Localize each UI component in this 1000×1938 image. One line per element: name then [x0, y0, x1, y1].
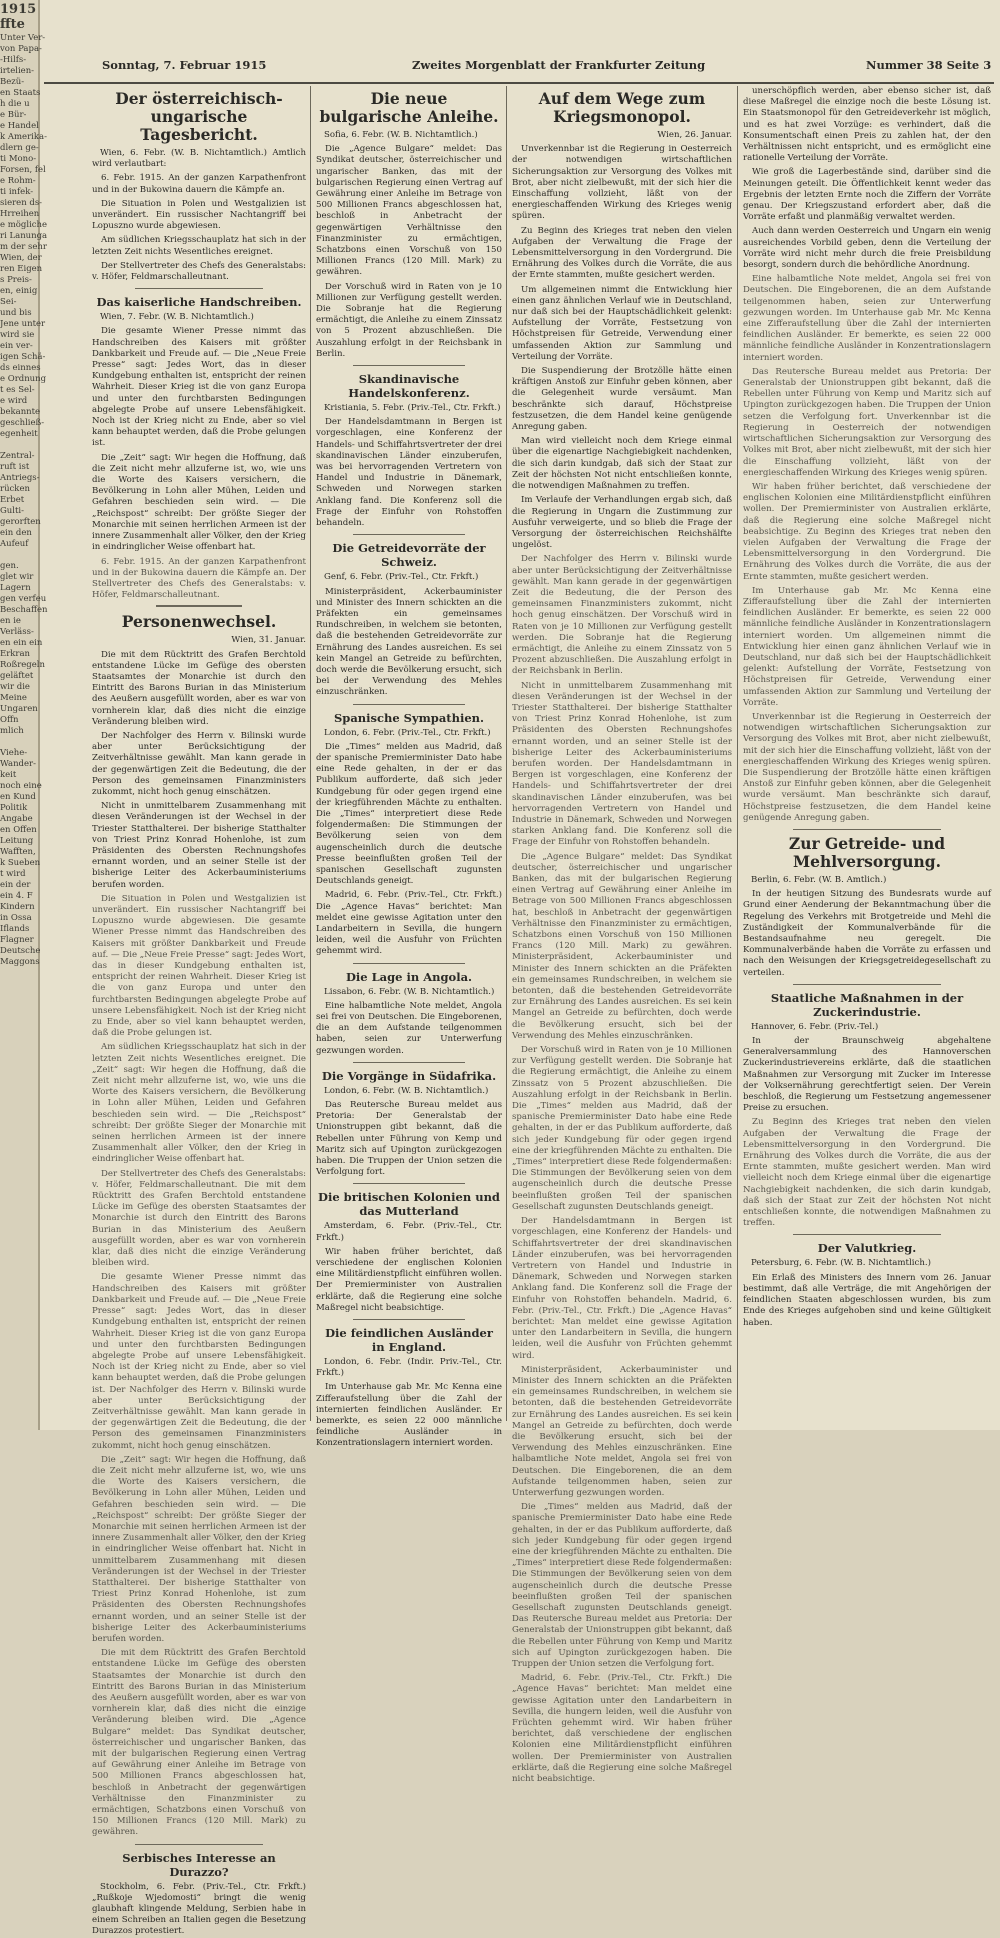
separator	[353, 1062, 465, 1063]
text-block: Nicht in unmittelbarem Zusammenhang mit diesen Veränderungen ist der Wechsel in der Triester Statthalterei. Der bisherige Statthalter von Triest Prinz Konrad Hohenlohe, ist zum Präsidenten des Obersten Rechnungshofes ernannt worden, und an seiner Stelle ist der bisherige Leiter des Ackerbauministeriums berufen worden. Der Handelsdamtmann in Bergen ist vorgeschlagen, eine Konferenz der Handels- und Schiffahrtsvertreter der drei skandinavischen Länder einzuberufen, was bei hervorragenden Vertretern von Handel und Industrie in Dänemark, Schweden und Norwegen starken Anklang fand. Die Konferenz soll die Frage der Einfuhr von Rohstoffen behandeln.	[512, 680, 732, 848]
article-title: Personenwechsel.	[121, 612, 277, 632]
paragraph: Der Vorschuß wird in Raten von je 10 Millionen zur Verfügung gestellt werden. Die Sobranje hat die Regierung ermächtigt, die Anleihe zu einem Zinssatz von 5 Prozent abzuschließen. Die Auszahlung erfolgt in der Reichsbank in Berlin.	[316, 281, 502, 359]
gutter-line: Hrreihen	[0, 209, 40, 219]
gutter-line: Deutsche	[0, 946, 41, 956]
article-body	[316, 417, 502, 529]
gutter-line: Forsen, fel	[0, 165, 46, 175]
separator	[135, 1844, 263, 1845]
gutter-line: Jene unter	[0, 319, 46, 329]
gutter-lines	[0, 33, 48, 968]
gutter-line: s Preis-	[0, 275, 32, 285]
article-dateline: Amsterdam, 6. Febr. (Priv.-Tel., Ctr. Frkft.)	[316, 1221, 502, 1243]
paragraph: Wir haben früher berichtet, daß verschiedene der englischen Kolonien eine Militärdienstpflicht einführen wollen. Der Premierminister von Australien erklärte, daß die Regierung eine solche Maßregel nicht beabsichtige.	[316, 1246, 502, 1313]
gutter-line: rücken	[0, 484, 30, 494]
text-block: Zu Beginn des Krieges trat neben den vielen Aufgaben der Verwaltung die Frage der Lebensmittelversorgung in den Vordergrund. Die Ernährung des Volkes durch die Vorräte, die aus der Ernte stammten, mußte gesichert werden. Man wird vielleicht noch dem Kriege einmal über die eigenartige Nachgiebigkeit nachdenken, die sich darin kundgab, daß sich der Staat zur Zeit der höchsten Not nicht entschließen konnte, die notwendigen Maßnahmen zu treffen.	[743, 1117, 991, 1229]
gutter-line: in Ossa	[0, 913, 32, 923]
column-2	[316, 86, 502, 1449]
gutter-line: en Staats	[0, 88, 41, 98]
gutter-line: dlern ge-	[0, 143, 39, 153]
gutter-line: e wird	[0, 396, 28, 406]
paragraph: Auch dann werden Oesterreich und Ungarn ein wenig ausreichendes Vorbild geben, denn die Verteilung der Vorräte wird nicht mehr durch die freie Preisbildung besorgt, sondern durch die behördliche Anordnung.	[743, 226, 991, 271]
gutter-line: bekannte	[0, 407, 41, 417]
article-dateline: Sofia, 6. Febr. (W. B. Nichtamtlich.)	[324, 130, 478, 140]
text-block: Die mit dem Rücktritt des Grafen Berchtold entstandene Lücke im Gefüge des obersten Staatsamtes der Monarchie ist durch den Eintritt des Barons Burian in das Ministerium des Aeußern ausgefüllt worden, aber es war von vornherein klar, daß dies nicht die einzige Veränderung bleiben wird. Die „Agence Bulgare“ meldet: Das Syndikat deutscher, österreichischer und ungarischer Banken, das mit der bulgarischen Regierung einen Vertrag auf Gewährung einer Anleihe im Betrage von 500 Millionen Francs abgeschlossen hat, beschloß in Anbetracht der gegenwärtigen Verhältnisse den Finanzminister zu ermächtigen, Schatzbons einen Vorschuß von 150 Millionen Francs (120 Mill. Mark) zu gewähren.	[92, 1648, 306, 1838]
paragraph: Zu Beginn des Krieges trat neben den vielen Aufgaben der Verwaltung die Frage der Lebensmittelversorgung in den Vordergrund. Die Ernährung des Volkes durch die Vorräte, die aus der Ernte stammten, mußte gesichert werden.	[512, 225, 732, 281]
paragraph: 6. Febr. 1915. An der ganzen Karpathenfront und in der Bukowina dauern die Kämpfe an.	[92, 173, 306, 195]
paragraph: Im Unterhause gab Mr. Mc Kenna eine Zifferaufstellung über die Zahl der internierten feindlichen Ausländer. Er bemerkte, es seien 22 000 männliche feindliche Ausländer in Konzentrationslagern interniert worden.	[316, 1382, 502, 1449]
gutter-line: und bis	[0, 308, 32, 318]
paragraph: In der Braunschweig abgehaltene Generalversammlung des Hannoverschen Zuckerindustrievereins erklärte, daß die staatlichen Maßnahmen zur Versorgung mit Zucker im Interesse der Volksernährung gerechtfertigt seien. Der Verein beschloß, die Regierung um Festsetzung angemessener Preise zu ersuchen.	[743, 1036, 991, 1114]
gutter-line: wir die	[0, 682, 30, 692]
paragraph: Eine halbamtliche Note meldet, Angola sei frei von Deutschen. Die Eingeborenen, die an dem Aufstande teilgenommen haben, seien zur Unterwerfung gezwungen worden.	[316, 1000, 502, 1056]
gutter-line: ein der	[0, 880, 31, 890]
gutter-line: Wander-	[0, 759, 36, 769]
article-dateline: Hannover, 6. Febr. (Priv.-Tel.)	[751, 1021, 879, 1032]
gutter-line	[0, 737, 38, 748]
paragraph: Die Situation in Polen und Westgalizien ist unverändert. Ein russischer Nachtangriff bei Lopuszno wurde abgewiesen.	[92, 198, 306, 232]
gutter-line: Bezü-	[0, 77, 25, 87]
gutter-line: igen Schä-	[0, 352, 46, 362]
gutter-line: k Amerika-	[0, 132, 47, 142]
paragraph: Die „Times“ melden aus Madrid, daß der spanische Premierminister Dato habe eine Rede gehalten, in der er das Publikum aufforderte, daß sich jeder Kundgebung für oder gegen irgend eine der kriegführenden Mächte zu enthalten. Die „Times“ interpretiert diese Rede folgendermaßen: Die Stimmungen der Bevölkerung seien von dem augenscheinlich durch die deutsche Presse beeinflußten großen Teil der spanischen Gesellschaft zugunsten Deutschlands geneigt.	[316, 741, 502, 887]
paragraph: unerschöpflich werden, aber ebenso sicher ist, daß diese Maßregel die einzige noch die beste Lösung ist. Ein Staatsmonopol für den Getreideverkehr ist möglich, und es hat zwei Vorzüge: es verhindert, daß die Konsumentschaft einen Preis zu zahlen hat, der den Verhältnissen nicht entspricht, und es ermöglicht eine rationelle Verteilung der Vorräte.	[743, 86, 991, 164]
article-subtitle: Der Valutkrieg.	[817, 1241, 917, 1256]
header-date: Sonntag, 7. Februar 1915	[102, 58, 267, 72]
gutter-line: t wird	[0, 869, 26, 879]
gutter-line: ein den	[0, 528, 32, 538]
text-block: Wir haben früher berichtet, daß verschiedene der englischen Kolonien eine Militärdienstpflicht einführen wollen. Der Premierminister von Australien erklärte, daß die Regierung eine solche Maßregel nicht beabsichtige. Zu Beginn des Krieges trat neben den vielen Aufgaben der Verwaltung die Frage der Lebensmittelversorgung in den Vordergrund. Die Ernährung des Volkes durch die Vorräte, die aus der Ernte stammten, mußte gesichert werden.	[743, 481, 991, 582]
paragraph: In der heutigen Sitzung des Bundesrats wurde auf Grund einer Aenderung der Bekanntmachung über die Regelung des Verkehrs mit Brotgetreide und Mehl die Zuständigkeit der Kommunalverbände für die Bestandsaufnahme neu geregelt. Die Kommunalverbände haben die Vorräte zu erfassen und nach den Weisungen der Kriegsgetreidegesellschaft zu verteilen.	[743, 889, 991, 978]
header-rule	[44, 82, 994, 84]
text-block: Der Stellvertreter des Chefs des Generalstabs: v. Höfer, Feldmarschalleutnant. Die mit dem Rücktritt des Grafen Berchtold entstandene Lücke im Gefüge des obersten Staatsamtes der Monarchie ist durch den Eintritt des Barons Burian in das Ministerium des Aeußern ausgefüllt worden, aber es war von vornherein klar, daß dies nicht die einzige Veränderung bleiben wird.	[92, 1168, 306, 1269]
text-block: 6. Febr. 1915. An der ganzen Karpathenfront und in der Bukowina dauern die Kämpfe an. Der Stellvertreter des Chefs des Generalstabs: v. Höfer, Feldmarschalleutnant.	[92, 556, 306, 601]
gutter-line: Wien, der	[0, 253, 42, 263]
article-subtitle: Die Lage in Angola.	[345, 969, 473, 984]
article-title: Zur Getreide- und Mehlversorgung.	[788, 834, 946, 871]
gutter-line: ti infek-	[0, 187, 34, 197]
article-title: Der österreichisch-ungarische Tagesbericht.	[115, 89, 283, 144]
paragraph: Das Reutersche Bureau meldet aus Pretoria: Der Generalstab der Unionstruppen gibt bekannt, daß die Rebellen unter Führung von Kemp und Maritz sich auf Upington zurückgezogen haben. Die Truppen der Union setzen die Verfolgung fort.	[316, 1100, 502, 1178]
column-rule	[737, 86, 738, 1421]
gutter-line: e Rohm-	[0, 176, 36, 186]
paragraph: Nicht in unmittelbarem Zusammenhang mit diesen Veränderungen ist der Wechsel in der Triester Statthalterei. Der bisherige Statthalter von Triest Prinz Konrad Hohenlohe, ist zum Präsidenten des Obersten Rechnungshofes ernannt worden, und an seiner Stelle ist der bisherige Leiter des Ackerbauministeriums berufen worden.	[92, 801, 306, 890]
article-dateline: Kristiania, 5. Febr. (Priv.-Tel., Ctr. Frkft.)	[324, 403, 501, 414]
gutter-line: e Bür-	[0, 110, 27, 120]
gutter-line: egenheit	[0, 429, 38, 439]
gutter-line: h die u	[0, 99, 30, 109]
article-body	[316, 1247, 502, 1314]
separator	[353, 963, 465, 964]
gutter-line: Ungaren	[0, 704, 38, 714]
article-body	[512, 144, 732, 551]
article-dateline: Genf, 6. Febr. (Priv.-Tel., Ctr. Frkft.)	[324, 572, 479, 583]
gutter-line: Kindern	[0, 902, 35, 912]
article-subtitle: Serbisches Interesse an Durazzo?	[122, 1850, 276, 1879]
text-block: Madrid, 6. Febr. (Priv.-Tel., Ctr. Frkft.) Die „Agence Havas“ berichtet: Man meldet eine gewisse Agitation unter den Landarbeitern in Sevilla, die hungern leiden, weil die Ausfuhr von Früchten gehemmt wird. Wir haben früher berichtet, daß verschiedene der englischen Kolonien eine Militärdienstpflicht einführen wollen. Der Premierminister von Australien erklärte, daß die Regierung eine solche Maßregel nicht beabsichtige.	[512, 1673, 732, 1785]
gutter-line: en Kund	[0, 792, 36, 802]
separator	[353, 365, 465, 366]
paragraph: Der Handelsdamtmann in Bergen ist vorgeschlagen, eine Konferenz der Handels- und Schiffahrtsvertreter der drei skandinavischen Länder einzuberufen, was bei hervorragenden Vertretern von Handel und Industrie in Dänemark, Schweden und Norwegen starken Anklang fand. Die Konferenz soll die Frage der Einfuhr von Rohstoffen behandeln.	[316, 417, 502, 529]
paragraph: Die gesamte Wiener Presse nimmt das Handschreiben des Kaisers mit größter Dankbarkeit und Freude auf. — Die „Neue Freie Presse“ sagt: Jedes Wort, das in dieser Kundgebung enthalten ist, entspricht der reinen Wahrheit. Dieser Krieg ist die von ganz Europa und unter den furchtbarsten Bedingungen abgelegte Probe auf unsere Lebensfähigkeit. Noch ist der Krieg nicht zu Ende, aber so viel kann behauptet werden, daß die Probe gelungen ist.	[92, 326, 306, 449]
article-body	[316, 587, 502, 699]
gutter-line: k Sueben	[0, 858, 41, 868]
article-body	[316, 742, 502, 958]
paragraph: Die „Zeit“ sagt: Wir hegen die Hoffnung, daß die Zeit nicht mehr allzuferne ist, wo, wie uns die Worte des Kaisers versichern, die Bevölkerung in Lohn aller Mühen, Leiden und Gefahren beschieden sein wird. — Die „Reichspost“ schreibt: Der größte Sieger der Monarchie mit seinen herrlichen Armeen ist der innere Zusammenhalt aller Völker, den der Krieg in eindringlicher Weise offenbart hat.	[92, 452, 306, 553]
gutter-year: 1915	[0, 2, 37, 17]
paragraph: Die mit dem Rücktritt des Grafen Berchtold entstandene Lücke im Gefüge des obersten Staatsamtes der Monarchie ist durch den Eintritt des Barons Burian in das Ministerium des Aeußern ausgefüllt worden, aber es war von vornherein klar, daß dies nicht die einzige Veränderung bleiben wird.	[92, 649, 306, 727]
separator	[135, 288, 263, 289]
separator	[793, 984, 942, 985]
gutter-line: ein 4. F	[0, 891, 33, 901]
gutter-line: gen verfeu	[0, 594, 47, 604]
paragraph: Ministerpräsident, Ackerbauminister und Minister des Innern schickten an die Präfekten ein gemeinsames Rundschreiben, in welchem sie betonten, daß die bestehenden Getreidevorräte zur Ernährung des Landes ausreichen. Es sei kein Mangel an Getreide zu befürchten, doch werde die Bevölkerung ersucht, sich bei der Verwendung des Mehles einzuschränken.	[316, 586, 502, 698]
gutter-line: en, einig	[0, 286, 38, 296]
gutter-line: keit	[0, 770, 17, 780]
article-dateline: London, 6. Febr. (Indir. Priv.-Tel., Ctr. Frkft.)	[316, 1357, 502, 1379]
gutter-line: Meine	[0, 693, 27, 703]
paragraph: Madrid, 6. Febr. (Priv.-Tel., Ctr. Frkft.) Die „Agence Havas“ berichtet: Man meldet eine gewisse Agitation unter den Landarbeitern in Sevilla, die hungern leiden, weil die Ausfuhr von Früchten gehemmt wird.	[316, 890, 502, 957]
gutter-line: en ein ein	[0, 638, 43, 648]
article-subtitle: Skandinavische Handelskonferenz.	[348, 372, 470, 401]
text-block: Die Situation in Polen und Westgalizien ist unverändert. Ein russischer Nachtangriff bei Lopuszno wurde abgewiesen. Die gesamte Wiener Presse nimmt das Handschreiben des Kaisers mit größter Dankbarkeit und Freude auf. — Die „Neue Freie Presse“ sagt: Jedes Wort, das in dieser Kundgebung enthalten ist, entspricht der reinen Wahrheit. Dieser Krieg ist die von ganz Europa und unter den furchtbarsten Bedingungen abgelegte Probe auf unsere Lebensfähigkeit. Noch ist der Krieg nicht zu Ende, aber so viel kann behauptet werden, daß die Probe gelungen ist.	[92, 893, 307, 1039]
gutter-line: ti Mono-	[0, 154, 37, 164]
gutter-line: Roßregeln	[0, 660, 45, 670]
paragraph: Die „Agence Bulgare“ meldet: Das Syndikat deutscher, österreichischer und ungarischer Banken, das mit der bulgarischen Regierung einen Vertrag auf Gewährung einer Anleihe im Betrage von 500 Millionen Francs abgeschlossen hat, beschloß in Anbetracht der gegenwärtigen Verhältnisse den Finanzminister zu ermächtigen, Schatzbons einen Vorschuß von 150 Millionen Francs (120 Mill. Mark) zu gewähren.	[316, 144, 502, 278]
article-subtitle: Staatliche Maßnahmen in der Zuckerindustrie.	[770, 990, 964, 1019]
gutter-line: gen.	[0, 561, 19, 571]
article-subtitle: Die britischen Kolonien und das Mutterland	[318, 1190, 500, 1219]
gutter-line: m der sehr	[0, 242, 47, 252]
paragraph: Ein Erlaß des Ministers des Innern vom 26. Januar bestimmt, daß alle Verträge, die mit Angehörigen der feindlichen Staaten abgeschlossen wurden, bis zum Ende des Krieges aufgehoben sind und keine Gültigkeit haben.	[743, 1272, 991, 1328]
paragraph: Der Nachfolger des Herrn v. Bilinski wurde aber unter Berücksichtigung der Zeitverhältnisse gewählt. Man kann gerade in der gegenwärtigen Zeit die Bedeutung, die der Person des gemeinsamen Finanzministers zukommt, nicht hoch genug einschätzen.	[92, 730, 306, 797]
article-body	[316, 1382, 502, 1449]
text-block: Der Vorschuß wird in Raten von je 10 Millionen zur Verfügung gestellt werden. Die Sobranje hat die Regierung ermächtigt, die Anleihe zu einem Zinssatz von 5 Prozent abzuschließen. Die Auszahlung erfolgt in der Reichsbank in Berlin. Die „Times“ melden aus Madrid, daß der spanische Premierminister Dato habe eine Rede gehalten, in der er das Publikum aufforderte, daß sich jeder Kundgebung für oder gegen irgend eine der kriegführenden Mächte zu enthalten. Die „Times“ interpretiert diese Rede folgendermaßen: Die Stimmungen der Bevölkerung seien von dem augenscheinlich durch die deutsche Presse beeinflußten großen Teil der spanischen Gesellschaft zugunsten Deutschlands geneigt.	[512, 1045, 732, 1212]
gutter-line: Maggons	[0, 957, 40, 967]
article-dateline: Wien, 7. Febr. (W. B. Nichtamtlich.)	[100, 312, 254, 323]
article-dateline: Berlin, 6. Febr. (W. B. Amtlich.)	[751, 875, 887, 885]
gutter-line: noch eine	[0, 781, 42, 791]
article-dateline: London, 6. Febr. (Priv.-Tel., Ctr. Frkft.)	[324, 727, 491, 738]
gutter-line: Offn	[0, 715, 19, 725]
gutter-line: ren Eigen	[0, 264, 43, 274]
gutter-line: Unter Ver-	[0, 33, 46, 43]
separator	[353, 1183, 465, 1184]
paragraph: Um allgemeinen nimmt die Entwicklung hier einen ganz ähnlichen Verlauf wie in Deutschland, nur daß sich bei der Hauptschädlichkeit gelenkt: Aufstellung der Vorräte, Festsetzung von Höchstpreisen für Getreide, Verwendung einer umfassenden Aktion zur Sammlung und Verteilung der Vorräte.	[512, 284, 732, 362]
gutter-line: geschließ-	[0, 418, 45, 428]
article-subtitle: Die Vorgänge in Südafrika.	[321, 1068, 497, 1083]
gutter-line	[0, 550, 38, 561]
article-body	[743, 86, 991, 271]
gutter-line: Antriegs-	[0, 473, 40, 483]
text-block: Die gesamte Wiener Presse nimmt das Handschreiben des Kaisers mit größter Dankbarkeit und Freude auf. — Die „Neue Freie Presse“ sagt: Jedes Wort, das in dieser Kundgebung enthalten ist, entspricht der reinen Wahrheit. Dieser Krieg ist die von ganz Europa und unter den furchtbarsten Bedingungen abgelegte Probe auf unsere Lebensfähigkeit. Noch ist der Krieg nicht zu Ende, aber so viel kann behauptet werden, daß die Probe gelungen ist. Der Nachfolger des Herrn v. Bilinski wurde aber unter Berücksichtigung der Zeitverhältnisse gewählt. Man kann gerade in der gegenwärtigen Zeit die Bedeutung, die der Person des gemeinsamen Finanzministers zukommt, nicht hoch genug einschätzen.	[92, 1272, 306, 1451]
gutter-line: Erbet	[0, 495, 25, 505]
gutter-line: glet wir	[0, 572, 34, 582]
gutter-line: en Offen	[0, 825, 37, 835]
separator	[353, 1319, 465, 1320]
gutter-line: ds einnes	[0, 363, 41, 373]
article-subtitle: Das kaiserliche Handschreiben.	[96, 295, 302, 310]
paragraph: Unverkennbar ist die Regierung in Oesterreich der notwendigen wirtschaftlichen Sicherungsaktion zur Versorgung des Volkes mit Brot, aber nicht zielbewußt, mit der sich hier die Einschaffung vollzieht, läßt von der energieschaffenden Wirkung des Krieges wenig spüren.	[512, 144, 732, 222]
gutter-line: Gulti-	[0, 506, 24, 516]
gutter-line: Erkran	[0, 649, 31, 659]
gutter-line: Iflands	[0, 924, 30, 934]
gutter-line: Lagern	[0, 583, 31, 593]
paragraph: Der Stellvertreter des Chefs des Generalstabs: v. Höfer, Feldmarschalleutnant.	[92, 260, 306, 283]
gutter-line: -Hilfs-	[0, 55, 27, 65]
column-1	[92, 86, 307, 1937]
text-block: Im Unterhause gab Mr. Mc Kenna eine Zifferaufstellung über die Zahl der internierten feindlichen Ausländer. Er bemerkte, es seien 22 000 männliche feindliche Ausländer in Konzentrationslagern interniert worden. Um allgemeinen nimmt die Entwicklung hier einen ganz ähnlichen Verlauf wie in Deutschland, nur daß sich bei der Hauptschädlichkeit gelenkt: Aufstellung der Vorräte, Festsetzung von Höchstpreisen für Getreide, Verwendung einer umfassenden Aktion zur Sammlung und Verteilung der Vorräte.	[743, 585, 991, 708]
article-body	[92, 650, 306, 891]
paragraph: Im Verlaufe der Verhandlungen ergab sich, daß die Regierung in Ungarn die Zustimmung zur Ausfuhr verweigerte, und so blieb die Frage der Versorgung der österreichischen Reichshälfte ungelöst.	[512, 495, 732, 551]
article-dateline: Wien, 26. Januar.	[657, 130, 732, 140]
gutter-line: geläftet	[0, 671, 34, 681]
gutter-line: e mögliche	[0, 220, 48, 230]
article-body	[316, 1100, 502, 1178]
text-block: Der Nachfolger des Herrn v. Bilinski wurde aber unter Berücksichtigung der Zeitverhältnisse gewählt. Man kann gerade in der gegenwärtigen Zeit die Bedeutung, die der Person des gemeinsamen Finanzministers zukommt, nicht hoch genug einschätzen. Der Vorschuß wird in Raten von je 10 Millionen zur Verfügung gestellt werden. Die Sobranje hat die Regierung ermächtigt, die Anleihe zu einem Zinssatz von 5 Prozent abzuschließen. Die Auszahlung erfolgt in der Reichsbank in Berlin.	[512, 554, 732, 677]
article-body	[743, 1036, 991, 1114]
article-dateline: Wien, 31. Januar.	[231, 635, 306, 646]
separator	[156, 605, 242, 609]
paragraph: Wie groß die Lagerbestände sind, darüber sind die Meinungen geteilt. Die Öffentlichkeit kennt weder das Ergebnis der letzten Ernte noch die Ziffern der Vorräte genau. Der Kriegszustand erfordert aber, daß die Vorräte erfaßt und planmäßig verwaltet werden.	[743, 167, 991, 223]
page-header	[44, 52, 994, 78]
header-masthead: Zweites Morgenblatt der Frankfurter Zeitung	[412, 58, 706, 72]
gutter-line: irtelien-	[0, 66, 35, 76]
article-title: Die neue bulgarische Anleihe.	[319, 89, 499, 126]
gutter-line: Beschaffen	[0, 605, 48, 615]
article-dateline: Petersburg, 6. Febr. (W. B. Nichtamtlich.)	[751, 1258, 931, 1269]
gutter-line: ruft ist	[0, 462, 30, 472]
paragraph: Man wird vielleicht noch dem Kriege einmal über die eigenartige Nachgiebigkeit nachdenken, die sich darin kundgab, daß sich der Staat zur Zeit der höchsten Not nicht entschließen konnte, die notwendigen Maßnahmen zu treffen.	[512, 436, 732, 492]
article-body	[316, 144, 502, 360]
separator	[793, 829, 942, 830]
text-block: Unverkennbar ist die Regierung in Oesterreich der notwendigen wirtschaftlichen Sicherungsaktion zur Versorgung des Volkes mit Brot, aber nicht zielbewußt, mit der sich hier die Einschaffung vollzieht, läßt von der energieschaffenden Wirkung des Krieges wenig spüren. Die Suspendierung der Brotzölle hätte einen kräftigen Anstoß zur Einfuhr geben können, aber die Gelegenheit wurde versäumt. Man beschränkte sich darauf, Höchstpreise festzusetzen, die dem Handel keine genügende Anregung gaben.	[743, 711, 991, 823]
header-page-number: Nummer 38 Seite 3	[866, 58, 992, 72]
text-block: Die „Times“ melden aus Madrid, daß der spanische Premierminister Dato habe eine Rede gehalten, in der er das Publikum aufforderte, daß sich jeder Kundgebung für oder gegen irgend eine der kriegführenden Mächte zu enthalten. Die „Times“ interpretiert diese Rede folgendermaßen: Die Stimmungen der Bevölkerung seien von dem augenscheinlich durch die deutsche Presse beeinflußten großen Teil der spanischen Gesellschaft zugunsten Deutschlands geneigt. Das Reutersche Bureau meldet aus Pretoria: Der Generalstab der Unionstruppen gibt bekannt, daß die Rebellen unter Führung von Kemp und Maritz sich auf Upington zurückgezogen haben. Die Truppen der Union setzen die Verfolgung fort.	[512, 1502, 732, 1670]
gutter-line: Viehe-	[0, 748, 28, 758]
gutter-line: e Handel	[0, 121, 39, 131]
gutter-line: Sei-	[0, 297, 17, 307]
separator	[353, 704, 465, 705]
gutter-line: Flagner	[0, 935, 34, 945]
article-dateline: London, 6. Febr. (W. B. Nichtamtlich.)	[324, 1085, 489, 1096]
gutter-line: ri Lanunga	[0, 231, 48, 241]
article-subtitle: Die Getreidevorräte der Schweiz.	[332, 541, 486, 570]
column-3	[512, 86, 732, 1785]
gutter-line: ein ver-	[0, 341, 33, 351]
gutter-line: e Ordnung	[0, 374, 47, 384]
article-body	[743, 889, 991, 979]
gutter-line: Aufeuf	[0, 539, 29, 549]
text-block: Ministerpräsident, Ackerbauminister und Minister des Innern schickten an die Präfekten ein gemeinsames Rundschreiben, in welchem sie betonten, daß die bestehenden Getreidevorräte zur Ernährung des Landes ausreichen. Es sei kein Mangel an Getreide zu befürchten, doch werde die Bevölkerung ersucht, sich bei der Verwendung des Mehles einzuschränken. Eine halbamtliche Note meldet, Angola sei frei von Deutschen. Die Eingeborenen, die an dem Aufstande teilgenommen haben, seien zur Unterwerfung gezwungen worden.	[512, 1364, 732, 1498]
column-4	[743, 86, 991, 1421]
article-body	[743, 1273, 991, 1329]
text-block: Die „Zeit“ sagt: Wir hegen die Hoffnung, daß die Zeit nicht mehr allzuferne ist, wo, wie uns die Worte des Kaisers versichern, die Bevölkerung in Lohn aller Mühen, Leiden und Gefahren beschieden sein wird. — Die „Reichspost“ schreibt: Der größte Sieger der Monarchie mit seinen herrlichen Armeen ist der innere Zusammenhalt aller Völker, den der Krieg in eindringlicher Weise offenbart hat. Nicht in unmittelbarem Zusammenhang mit diesen Veränderungen ist der Wechsel in der Triester Statthalterei. Der bisherige Statthalter von Triest Prinz Konrad Hohenlohe, ist zum Präsidenten des Obersten Rechnungshofes ernannt worden, und an seiner Stelle ist der bisherige Leiter des Ackerbauministeriums berufen worden.	[92, 1454, 306, 1644]
gutter-line: Leitung	[0, 836, 34, 846]
gutter-line: von Papa-	[0, 44, 42, 54]
article-subtitle: Die feindlichen Ausländer in England.	[325, 1326, 493, 1355]
article-dateline: Stockholm, 6. Febr. (Priv.-Tel., Ctr. Frkft.) „Rußkoje Wjedomosti“ bringt die wenig glaubhaft klingende Meldung, Serbien habe in einem Schreiben an Italien gegen die Besetzung Durazzos protestiert.	[92, 1881, 306, 1937]
gutter-line: wird sie	[0, 330, 35, 340]
article-dateline: Lissabon, 6. Febr. (W. B. Nichtamtlich.)	[324, 986, 495, 997]
gutter-line: Wafften,	[0, 847, 36, 857]
gutter-line: t es Sel-	[0, 385, 35, 395]
text-block: Am südlichen Kriegsschauplatz hat sich in der letzten Zeit nichts Wesentliches ereignet. Die „Zeit“ sagt: Wir hegen die Hoffnung, daß die Zeit nicht mehr allzuferne ist, wo, wie uns die Worte des Kaisers versichern, die Bevölkerung in Lohn aller Mühen, Leiden und Gefahren beschieden sein wird. — Die „Reichspost“ schreibt: Der größte Sieger der Monarchie mit seinen herrlichen Armeen ist der innere Zusammenhalt aller Völker, den der Krieg in eindringlicher Weise offenbart hat.	[92, 1042, 306, 1165]
gutter-line: Angabe	[0, 814, 33, 824]
separator	[353, 534, 465, 535]
gutter-line: Verläss-	[0, 627, 34, 637]
article-subtitle: Spanische Sympathien.	[333, 710, 485, 725]
gutter-line: mlich	[0, 726, 24, 736]
gutter-line: Politik	[0, 803, 28, 813]
text-block: Eine halbamtliche Note meldet, Angola sei frei von Deutschen. Die Eingeborenen, die an dem Aufstande teilgenommen haben, seien zur Unterwerfung gezwungen worden. Im Unterhause gab Mr. Mc Kenna eine Zifferaufstellung über die Zahl der internierten feindlichen Ausländer. Er bemerkte, es seien 22 000 männliche feindliche Ausländer in Konzentrationslagern interniert worden.	[743, 274, 991, 363]
gutter-line: gerorften	[0, 517, 41, 527]
separator	[793, 1234, 942, 1235]
gutter-line: en ie	[0, 616, 21, 626]
paragraph: Die Suspendierung der Brotzölle hätte einen kräftigen Anstoß zur Einfuhr geben können, aber die Gelegenheit wurde versäumt. Man beschränkte sich darauf, Höchstpreise festzusetzen, die dem Handel keine genügende Anregung gaben.	[512, 366, 732, 433]
article-body	[316, 1001, 502, 1057]
article-body	[92, 173, 306, 283]
article-title: Auf dem Wege zum Kriegsmonopol.	[538, 89, 706, 126]
column-rule	[310, 86, 311, 1421]
gutter-word: ffte	[0, 17, 25, 32]
text-block: Der Handelsdamtmann in Bergen ist vorgeschlagen, eine Konferenz der Handels- und Schiffahrtsvertreter der drei skandinavischen Länder einzuberufen, was bei hervorragenden Vertretern von Handel und Industrie in Dänemark, Schweden und Norwegen starken Anklang fand. Die Konferenz soll die Frage der Einfuhr von Rohstoffen behandeln. Madrid, 6. Febr. (Priv.-Tel., Ctr. Frkft.) Die „Agence Havas“ berichtet: Man meldet eine gewisse Agitation unter den Landarbeitern in Sevilla, die hungern leiden, weil die Ausfuhr von Früchten gehemmt wird.	[512, 1216, 732, 1361]
column-rule	[506, 86, 507, 1421]
gutter-line: sieren ds-	[0, 198, 43, 208]
adjacent-page-edge	[0, 0, 48, 1430]
text-block: Das Reutersche Bureau meldet aus Pretoria: Der Generalstab der Unionstruppen gibt bekannt, daß die Rebellen unter Führung von Kemp und Maritz sich auf Upington zurückgezogen haben. Die Truppen der Union setzen die Verfolgung fort. Unverkennbar ist die Regierung in Oesterreich der notwendigen wirtschaftlichen Sicherungsaktion zur Versorgung des Volkes mit Brot, aber nicht zielbewußt, mit der sich hier die Einschaffung vollzieht, läßt von der energieschaffenden Wirkung des Krieges wenig spüren.	[743, 366, 991, 478]
paragraph: Am südlichen Kriegsschauplatz hat sich in der letzten Zeit nichts Wesentliches ereignet.	[92, 235, 306, 257]
article-dateline: Wien, 6. Febr. (W. B. Nichtamtlich.) Amtlich wird verlautbart:	[92, 148, 306, 170]
gutter-line: Zentral-	[0, 451, 35, 461]
article-body	[92, 326, 306, 553]
text-block: Die „Agence Bulgare“ meldet: Das Syndikat deutscher, österreichischer und ungarischer Banken, das mit der bulgarischen Regierung einen Vertrag auf Gewährung einer Anleihe im Betrage von 500 Millionen Francs abgeschlossen hat, beschloß in Anbetracht der gegenwärtigen Verhältnisse den Finanzminister zu ermächtigen, Schatzbons einen Vorschuß von 150 Millionen Francs (120 Mill. Mark) zu gewähren. Ministerpräsident, Ackerbauminister und Minister des Innern schickten an die Präfekten ein gemeinsames Rundschreiben, in welchem sie betonten, daß die bestehenden Getreidevorräte zur Ernährung des Landes ausreichen. Es sei kein Mangel an Getreide zu befürchten, doch werde die Bevölkerung ersucht, sich bei der Verwendung des Mehles einzuschränken.	[512, 851, 732, 1041]
gutter-line	[0, 440, 38, 451]
